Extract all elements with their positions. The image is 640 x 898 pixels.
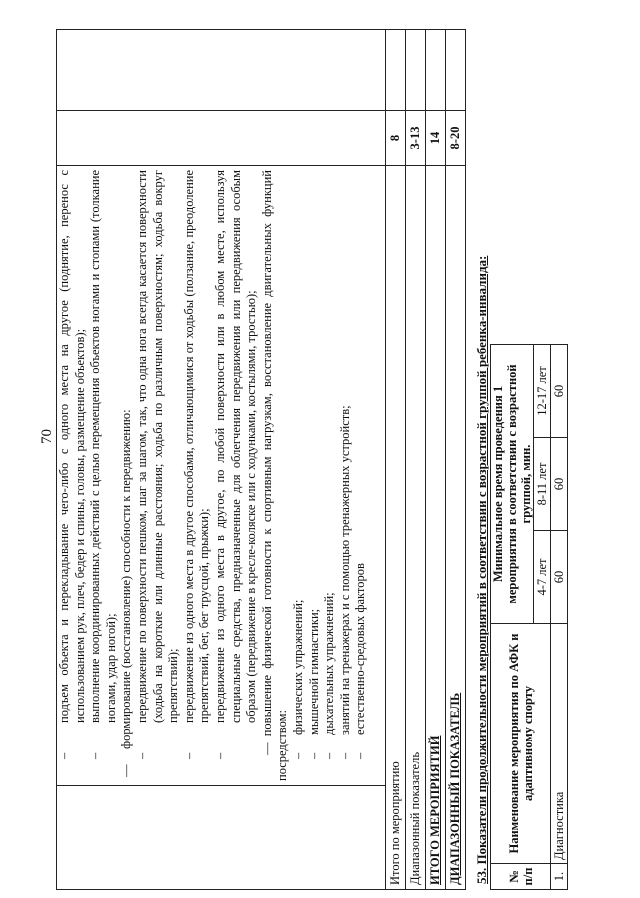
activity-item bbox=[88, 170, 119, 781]
lead-paragraph bbox=[260, 170, 291, 781]
subitem bbox=[338, 170, 354, 781]
activity-content-row bbox=[57, 30, 386, 890]
activity-list bbox=[57, 170, 260, 781]
header-min-time: Минимальное время проведения 1 мероприятия в соответствии с возрастной группой, мин. bbox=[491, 345, 534, 624]
list-marker: – bbox=[306, 752, 321, 759]
activity-text: формирование (восстановление) способности к передвижению: bbox=[119, 409, 134, 749]
activity-table bbox=[56, 29, 466, 890]
row-value: 60 bbox=[551, 531, 568, 624]
subitem bbox=[307, 170, 323, 781]
activity-item bbox=[135, 170, 182, 781]
row-activity-name: Диагностика bbox=[551, 624, 568, 864]
activity-item bbox=[182, 170, 213, 781]
activity-text: подъем объекта и перекладывание чего-либо с одного места на другое (поднятие, перенос с использованием рук, плеч, бедер и спины, головы, размещение объектов); bbox=[57, 170, 87, 723]
subitem bbox=[291, 170, 307, 781]
list-marker: – bbox=[57, 752, 71, 759]
subitem-text: естественно-средовых факторов bbox=[353, 563, 368, 735]
empty-cell bbox=[57, 111, 386, 166]
list-marker: – bbox=[322, 752, 337, 759]
subitem-text: физических упражнений; bbox=[290, 599, 305, 735]
summary-row bbox=[446, 30, 466, 890]
activity-item bbox=[57, 170, 88, 781]
empty-cell bbox=[386, 30, 406, 111]
summary-label: ДИАПАЗОННЫЙ ПОКАЗАТЕЛЬ bbox=[446, 166, 466, 890]
summary-row bbox=[386, 30, 406, 890]
empty-cell bbox=[446, 30, 466, 111]
summary-value: 8 bbox=[386, 111, 406, 166]
summary-row bbox=[426, 30, 446, 890]
activity-item bbox=[213, 170, 260, 781]
list-marker: – bbox=[88, 752, 103, 759]
header-row bbox=[491, 345, 534, 890]
list-marker: – bbox=[212, 752, 227, 759]
list-marker: — bbox=[119, 764, 134, 777]
subitem-text: дыхательных упражнений; bbox=[322, 592, 337, 735]
empty-cell bbox=[426, 30, 446, 111]
summary-value: 14 bbox=[426, 111, 446, 166]
subitem-list bbox=[291, 170, 369, 781]
summary-value: 3-13 bbox=[406, 111, 426, 166]
age-group-label: 8-11 лет bbox=[534, 438, 551, 531]
age-group-label: 4-7 лет bbox=[534, 531, 551, 624]
activity-text: передвижение из одного места в другое, по любой поверхности или в любом месте, используя специальные средства, предназначенные для облегчения передвижения или передвижения особым образом (передвижение в кресле-коляске или с ходунками, костылями, тростью); bbox=[212, 170, 259, 723]
empty-cell bbox=[57, 30, 386, 111]
lead-marker: — bbox=[259, 742, 274, 755]
list-marker: – bbox=[290, 752, 305, 759]
subitem bbox=[322, 170, 338, 781]
duration-table bbox=[490, 344, 568, 890]
subitem-text: мышечной гимнастики; bbox=[306, 608, 321, 735]
table-row bbox=[551, 345, 568, 890]
row-number: 1. bbox=[551, 864, 568, 890]
subitem-text: занятий на тренажерах и с помощью тренажерных устройств; bbox=[337, 405, 352, 735]
empty-cell bbox=[57, 786, 386, 890]
lead-text: повышение физической готовности к спортивным нагрузкам, восстановление двигательных функций посредством: bbox=[259, 169, 290, 781]
age-group-label: 12-17 лет bbox=[534, 345, 551, 438]
subitem bbox=[353, 170, 369, 781]
header-number: № п/п bbox=[491, 864, 551, 890]
summary-value: 8-20 bbox=[446, 111, 466, 166]
summary-label: Итого по мероприятию bbox=[386, 166, 406, 890]
activity-description-cell bbox=[57, 166, 386, 786]
page-number: 70 bbox=[39, 429, 55, 444]
summary-row bbox=[406, 30, 426, 890]
list-marker: – bbox=[181, 752, 196, 759]
activity-text: передвижение из одного места в другое способами, отличающимися от ходьбы (ползание, преодоление препятствий, бег, бег трусцой, прыжки); bbox=[181, 170, 212, 723]
activity-text: выполнение координированных действий с целью перемещения объектов ногами и стопами (толкание ногами, удар ногой); bbox=[88, 170, 118, 723]
activity-text: передвижение по поверхности пешком, шаг за шагом, так, что одна нога всегда касается поверхности (ходьба на короткие или длинные расстояния; ходьба по различным поверхностям; ходьба вокруг препятствий); bbox=[134, 170, 181, 723]
activity-item bbox=[119, 170, 135, 781]
summary-label: Диапазонный показатель bbox=[406, 166, 426, 890]
list-marker: – bbox=[337, 752, 352, 759]
list-marker: – bbox=[134, 752, 149, 759]
summary-label: ИТОГО МЕРОПРИЯТИЙ bbox=[426, 166, 446, 890]
empty-cell bbox=[406, 30, 426, 111]
row-value: 60 bbox=[551, 438, 568, 531]
row-value: 60 bbox=[551, 345, 568, 438]
list-marker: – bbox=[353, 752, 368, 759]
section-title: 53. Показатели продолжительности мероприятий в соответствии с возрастной группой ребенка-инвалида: bbox=[474, 255, 489, 884]
header-activity-name: Наименование мероприятия по АФК и адаптивному спорту bbox=[491, 624, 551, 864]
rotated-page-content bbox=[0, 10, 636, 890]
